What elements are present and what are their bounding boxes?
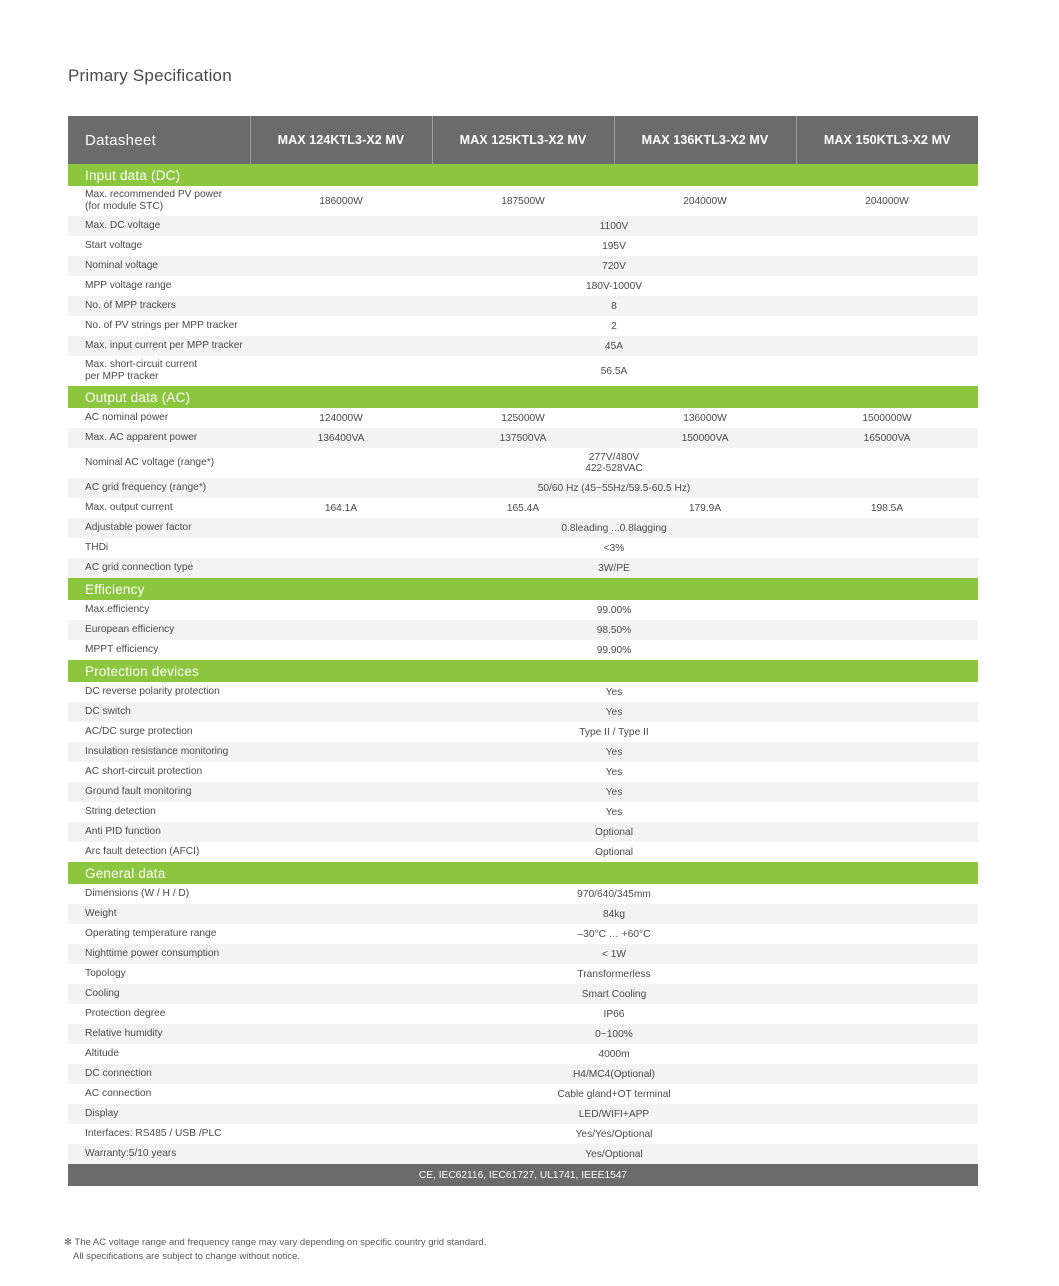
row-value-all-models: 8 [250, 296, 978, 316]
row-value-all-models: 45A [250, 336, 978, 356]
row-label: Interfaces: RS485 / USB /PLC [68, 1124, 250, 1144]
row-label: DC connection [68, 1064, 250, 1084]
row-label: MPPT efficiency [68, 640, 250, 660]
row-value-all-models: 3W/PE [250, 558, 978, 578]
row-label: Protection degree [68, 1004, 250, 1024]
table-row [68, 964, 978, 984]
section-header-row [68, 660, 978, 682]
row-value-all-models: Optional [250, 842, 978, 862]
row-label: Relative humidity [68, 1024, 250, 1044]
row-value-all-models: LED/WIFI+APP [250, 1104, 978, 1124]
header-column-3: MAX 136KTL3-X2 MV [614, 116, 796, 164]
table-row [68, 1064, 978, 1084]
row-value-model-3: 204000W [614, 186, 796, 216]
row-label: Operating temperature range [68, 924, 250, 944]
row-value-model-2: 187500W [432, 186, 614, 216]
row-value-all-models: Yes [250, 682, 978, 702]
table-row [68, 984, 978, 1004]
row-label: European efficiency [68, 620, 250, 640]
row-value-all-models: Optional [250, 822, 978, 842]
table-row [68, 1084, 978, 1104]
row-value-model-1: 124000W [250, 408, 432, 428]
row-label: Max. input current per MPP tracker [68, 336, 250, 356]
table-row [68, 600, 978, 620]
row-value-model-4: 198.5A [796, 498, 978, 518]
row-label: Max.efficiency [68, 600, 250, 620]
row-value-all-models: Yes/Yes/Optional [250, 1124, 978, 1144]
row-value-all-models: Yes/Optional [250, 1144, 978, 1164]
row-value-all-models: 970/640/345mm [250, 884, 978, 904]
specification-table [68, 116, 978, 1186]
table-row [68, 1124, 978, 1144]
table-row [68, 782, 978, 802]
section-title: Input data (DC) [68, 164, 978, 186]
table-row [68, 904, 978, 924]
row-label: String detection [68, 802, 250, 822]
row-label: AC/DC surge protection [68, 722, 250, 742]
row-label: AC nominal power [68, 408, 250, 428]
row-value-all-models: 1100V [250, 216, 978, 236]
row-value-all-models: Yes [250, 762, 978, 782]
row-label: AC grid connection type [68, 558, 250, 578]
certifications-text: CE, IEC62116, IEC61727, UL1741, IEEE1547 [68, 1164, 978, 1186]
row-value-all-models: Smart Cooling [250, 984, 978, 1004]
header-column-2: MAX 125KTL3-X2 MV [432, 116, 614, 164]
row-label: Max. output current [68, 498, 250, 518]
table-row [68, 762, 978, 782]
row-label: Max. short-circuit current per MPP tracker [68, 356, 250, 386]
row-label: AC short-circuit protection [68, 762, 250, 782]
table-row [68, 186, 978, 216]
row-label: Arc fault detection (AFCI) [68, 842, 250, 862]
table-row [68, 822, 978, 842]
page-title: Primary Specification [68, 66, 232, 85]
row-value-all-models: 180V-1000V [250, 276, 978, 296]
row-value-all-models: –30°C … +60°C [250, 924, 978, 944]
table-row [68, 1104, 978, 1124]
table-row [68, 498, 978, 518]
row-value-all-models: Yes [250, 702, 978, 722]
row-value-model-3: 136000W [614, 408, 796, 428]
header-column-1: MAX 124KTL3-X2 MV [250, 116, 432, 164]
table-body [68, 164, 978, 1186]
row-label: Nighttime power consumption [68, 944, 250, 964]
section-title: Efficiency [68, 578, 978, 600]
table-row [68, 356, 978, 386]
row-label: No. of MPP trackers [68, 296, 250, 316]
footnote-line-2: All specifications are subject to change without notice. [73, 1250, 301, 1262]
table-row [68, 428, 978, 448]
row-value-all-models: <3% [250, 538, 978, 558]
row-value-all-models: < 1W [250, 944, 978, 964]
row-label: Cooling [68, 984, 250, 1004]
row-value-all-models: Yes [250, 782, 978, 802]
row-label: Max. recommended PV power (for module STC) [68, 186, 250, 216]
table-row [68, 702, 978, 722]
table-row [68, 518, 978, 538]
table-row [68, 236, 978, 256]
table-row [68, 478, 978, 498]
row-value-all-models: 720V [250, 256, 978, 276]
row-value-model-2: 125000W [432, 408, 614, 428]
table-row [68, 1024, 978, 1044]
row-value-model-2: 137500VA [432, 428, 614, 448]
row-label: Start voltage [68, 236, 250, 256]
row-label: AC connection [68, 1084, 250, 1104]
table-row [68, 944, 978, 964]
row-label: AC grid frequency (range*) [68, 478, 250, 498]
table-row [68, 296, 978, 316]
row-value-model-1: 164.1A [250, 498, 432, 518]
footnote [64, 1236, 486, 1264]
row-label: DC reverse polarity protection [68, 682, 250, 702]
footnote-line-1: ✻ The AC voltage range and frequency range may vary depending on specific country grid standard. [64, 1237, 487, 1248]
row-label: Insulation resistance monitoring [68, 742, 250, 762]
row-value-all-models: 50/60 Hz (45~55Hz/59.5-60.5 Hz) [250, 478, 978, 498]
row-value-all-models: Transformerless [250, 964, 978, 984]
certifications-row [68, 1164, 978, 1186]
table-row [68, 538, 978, 558]
header-column-4: MAX 150KTL3-X2 MV [796, 116, 978, 164]
row-label: Dimensions (W / H / D) [68, 884, 250, 904]
section-title: Protection devices [68, 660, 978, 682]
row-value-model-1: 136400VA [250, 428, 432, 448]
section-header-row [68, 164, 978, 186]
row-value-model-1: 186000W [250, 186, 432, 216]
row-value-all-models: Type II / Type II [250, 722, 978, 742]
row-label: Adjustable power factor [68, 518, 250, 538]
table-row [68, 276, 978, 296]
table-row [68, 256, 978, 276]
row-value-all-models: Yes [250, 742, 978, 762]
table-row [68, 216, 978, 236]
row-value-all-models: 277V/480V 422-528VAC [250, 448, 978, 478]
table-row [68, 1004, 978, 1024]
row-label: Nominal AC voltage (range*) [68, 448, 250, 478]
row-value-all-models: 2 [250, 316, 978, 336]
table-row [68, 448, 978, 478]
table-row [68, 1044, 978, 1064]
row-label: DC switch [68, 702, 250, 722]
row-label: Anti PID function [68, 822, 250, 842]
section-header-row [68, 862, 978, 884]
table-row [68, 802, 978, 822]
table-row [68, 722, 978, 742]
row-value-all-models: IP66 [250, 1004, 978, 1024]
row-value-all-models: 195V [250, 236, 978, 256]
row-label: Nominal voltage [68, 256, 250, 276]
row-label: Altitude [68, 1044, 250, 1064]
table-row [68, 316, 978, 336]
row-value-model-3: 150000VA [614, 428, 796, 448]
row-value-all-models: 98.50% [250, 620, 978, 640]
table-row [68, 620, 978, 640]
section-title: General data [68, 862, 978, 884]
table-row [68, 408, 978, 428]
row-value-model-4: 1500000W [796, 408, 978, 428]
section-header-row [68, 578, 978, 600]
table-row [68, 1144, 978, 1164]
table-row [68, 842, 978, 862]
row-label: Topology [68, 964, 250, 984]
row-value-all-models: 0~100% [250, 1024, 978, 1044]
header-datasheet-label: Datasheet [68, 116, 250, 164]
section-header-row [68, 386, 978, 408]
row-value-all-models: Cable gland+OT terminal [250, 1084, 978, 1104]
row-value-all-models: Yes [250, 802, 978, 822]
row-label: Warranty:5/10 years [68, 1144, 250, 1164]
table-row [68, 924, 978, 944]
row-value-all-models: 84kg [250, 904, 978, 924]
row-label: MPP voltage range [68, 276, 250, 296]
table-row [68, 336, 978, 356]
row-label: Weight [68, 904, 250, 924]
row-value-all-models: 4000m [250, 1044, 978, 1064]
table-row [68, 640, 978, 660]
row-value-model-3: 179.9A [614, 498, 796, 518]
row-value-all-models: 99.90% [250, 640, 978, 660]
row-value-model-4: 165000VA [796, 428, 978, 448]
table-header [68, 116, 978, 164]
row-label: Ground fault monitoring [68, 782, 250, 802]
row-label: THDi [68, 538, 250, 558]
row-value-all-models: H4/MC4(Optional) [250, 1064, 978, 1084]
row-value-model-4: 204000W [796, 186, 978, 216]
row-value-all-models: 99.00% [250, 600, 978, 620]
section-title: Output data (AC) [68, 386, 978, 408]
row-label: Max. AC apparent power [68, 428, 250, 448]
table-row [68, 884, 978, 904]
table-row [68, 558, 978, 578]
row-value-model-2: 165.4A [432, 498, 614, 518]
row-label: No. of PV strings per MPP tracker [68, 316, 250, 336]
table-row [68, 682, 978, 702]
table-row [68, 742, 978, 762]
row-value-all-models: 0.8leading ...0.8lagging [250, 518, 978, 538]
row-value-all-models: 56.5A [250, 356, 978, 386]
row-label: Max. DC voltage [68, 216, 250, 236]
row-label: Display [68, 1104, 250, 1124]
